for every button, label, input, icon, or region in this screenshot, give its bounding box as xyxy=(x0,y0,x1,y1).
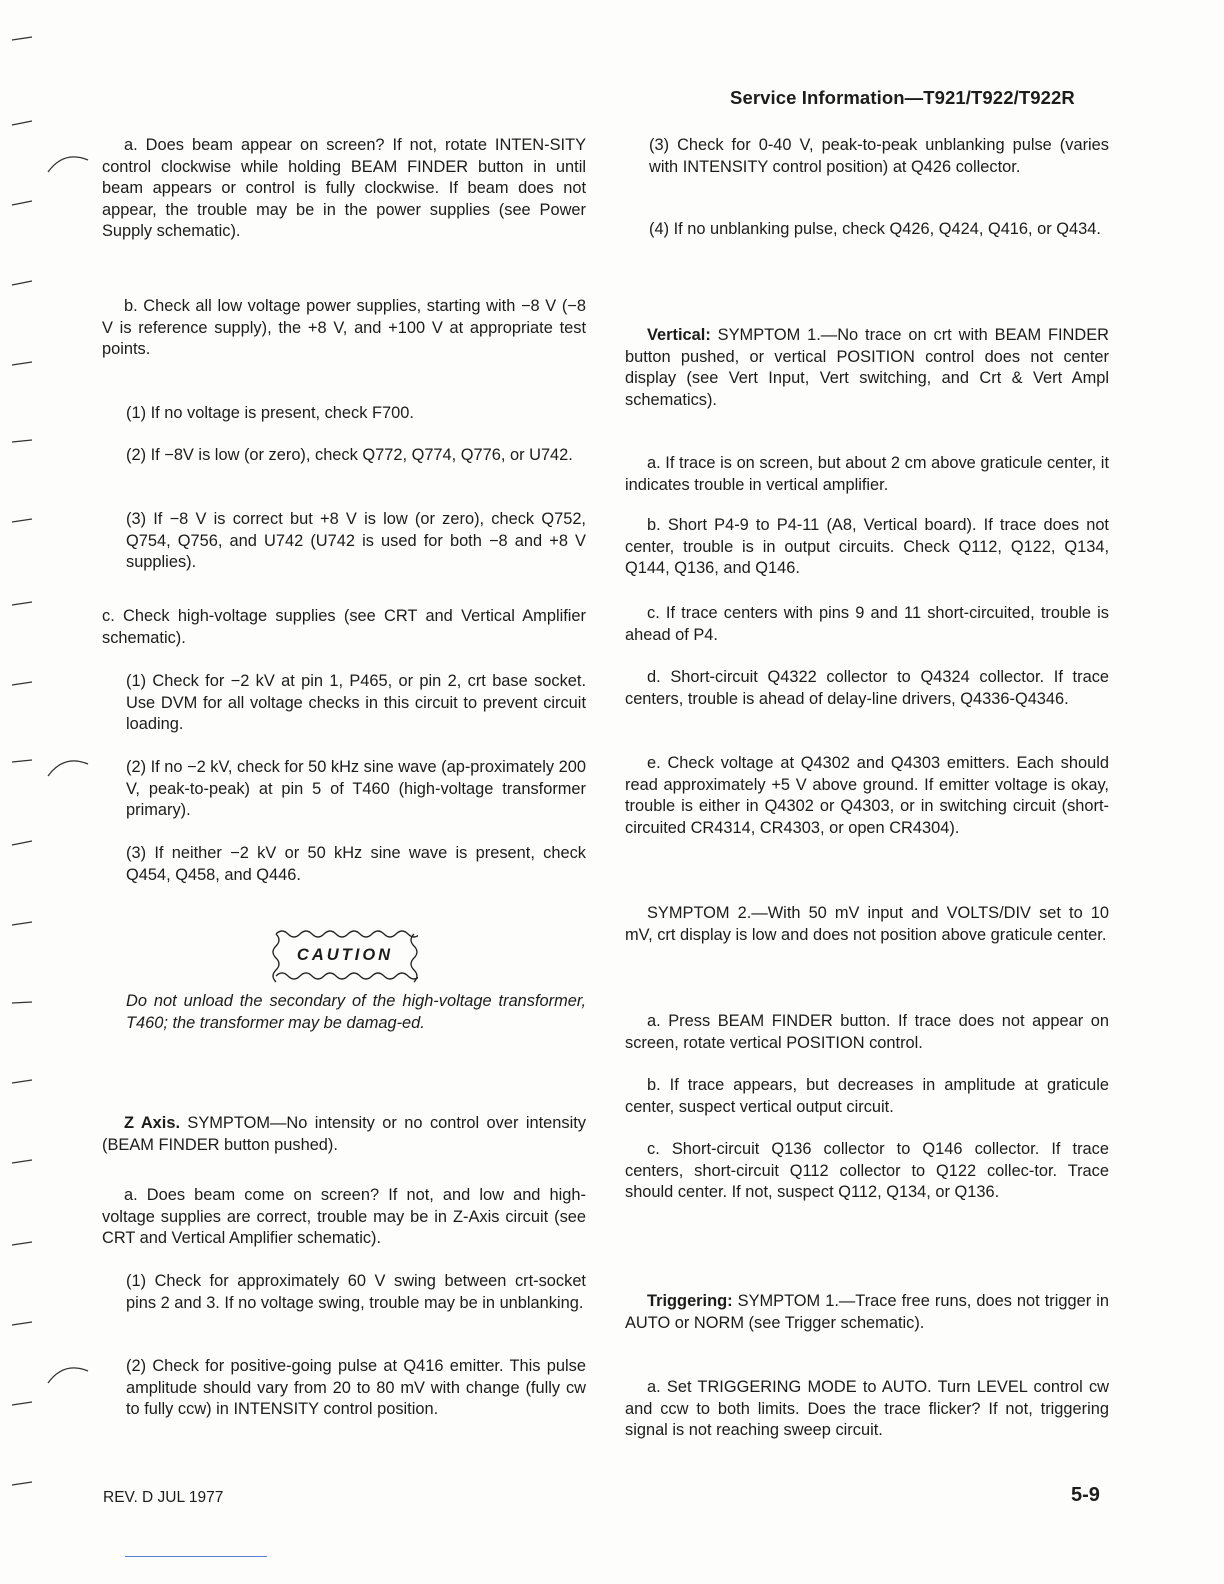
paragraph: d. Short-circuit Q4322 collector to Q4324 collector. If trace centers, trouble is ahead of delay-line drivers, Q4336-Q4346. xyxy=(625,668,1109,708)
paragraph: b. If trace appears, but decreases in amplitude at graticule center, suspect vertical output circuit. xyxy=(625,1076,1109,1116)
paragraph: (1) If no voltage is present, check F700. xyxy=(126,404,414,422)
section-heading: Z Axis. xyxy=(124,1114,180,1132)
paragraph: (2) If no −2 kV, check for 50 kHz sine wave (ap-proximately 200 V, peak-to-peak) at pin 5 of T460 (high-voltage transformer primary). xyxy=(126,758,586,820)
caution-label: CAUTION xyxy=(296,946,394,964)
paragraph: (3) Check for 0-40 V, peak-to-peak unblanking pulse (varies with INTENSITY control position) at Q426 collector. xyxy=(649,136,1109,176)
paragraph: a. Set TRIGGERING MODE to AUTO. Turn LEVEL control cw and ccw to both limits. Does the trace flicker? If not, triggering signal is not reaching sweep circuit. xyxy=(625,1378,1109,1440)
paragraph: a. If trace is on screen, but about 2 cm above graticule center, it indicates trouble in vertical amplifier. xyxy=(625,454,1109,494)
paragraph: c. Check high-voltage supplies (see CRT and Vertical Amplifier schematic). xyxy=(102,607,586,647)
paragraph: e. Check voltage at Q4302 and Q4303 emitters. Each should read approximately +5 V above ground. If emitter voltage is okay, trouble is either in Q4302 or Q4303, or in switching circuit (short-circuited CR4314, CR4303, or open CR4304). xyxy=(625,754,1109,837)
section-text: SYMPTOM 1.—Trace free runs, does not trigger in AUTO or NORM (see Trigger schematic). xyxy=(625,1292,1109,1332)
paragraph: (3) If neither −2 kV or 50 kHz sine wave is present, check Q454, Q458, and Q446. xyxy=(126,844,586,884)
section-heading: Vertical: xyxy=(647,326,711,344)
caution-text: Do not unload the secondary of the high-voltage transformer, T460; the transformer may be damag-ed. xyxy=(126,992,586,1032)
section-vertical xyxy=(625,325,1109,411)
section-text: SYMPTOM—No intensity or no control over intensity (BEAM FINDER button pushed). xyxy=(102,1114,586,1154)
scan-edge-marks xyxy=(0,0,110,1584)
page-number: 5-9 xyxy=(1071,1484,1100,1506)
paragraph: c. Short-circuit Q136 collector to Q146 collector. If trace centers, short-circuit Q112 collector to Q122 collec-tor. Trace should center. If not, suspect Q112, Q134, or Q136. xyxy=(625,1140,1109,1202)
paragraph: (2) If −8V is low (or zero), check Q772, Q774, Q776, or U742. xyxy=(126,446,573,464)
paragraph: a. Press BEAM FINDER button. If trace does not appear on screen, rotate vertical POSITION control. xyxy=(625,1012,1109,1052)
paragraph: (1) Check for approximately 60 V swing between crt-socket pins 2 and 3. If no voltage swing, trouble may be in unblanking. xyxy=(126,1272,586,1312)
section-z-axis xyxy=(102,1113,586,1156)
section-heading: Triggering: xyxy=(647,1292,733,1310)
page-header: Service Information—T921/T922/T922R xyxy=(730,87,1075,108)
caution-box xyxy=(272,926,418,984)
paragraph: b. Check all low voltage power supplies, starting with −8 V (−8 V is reference supply), the +8 V, and +100 V at appropriate test points. xyxy=(102,297,586,359)
paragraph: c. If trace centers with pins 9 and 11 short-circuited, trouble is ahead of P4. xyxy=(625,604,1109,644)
scan-rule-line xyxy=(125,1556,267,1557)
paragraph: a. Does beam come on screen? If not, and low and high-voltage supplies are correct, trouble may be in Z-Axis circuit (see CRT and Vertical Amplifier schematic). xyxy=(102,1186,586,1248)
paragraph: (4) If no unblanking pulse, check Q426, Q424, Q416, or Q434. xyxy=(649,220,1101,238)
section-text: SYMPTOM 1.—No trace on crt with BEAM FINDER button pushed, or vertical POSITION control does not center display (see Vert Input, Vert switching, and Crt & Vert Ampl schematics). xyxy=(625,326,1109,409)
section-triggering xyxy=(625,1291,1109,1334)
paragraph: (1) Check for −2 kV at pin 1, P465, or pin 2, crt base socket. Use DVM for all voltage checks in this circuit to prevent circuit loading. xyxy=(126,672,586,734)
revision-note: REV. D JUL 1977 xyxy=(103,1489,224,1506)
paragraph: SYMPTOM 2.—With 50 mV input and VOLTS/DIV set to 10 mV, crt display is low and does not position above graticule center. xyxy=(625,904,1109,944)
paragraph: a. Does beam appear on screen? If not, rotate INTEN-SITY control clockwise while holding BEAM FINDER button in until beam appears or control is fully clockwise. If beam does not appear, the trouble may be in the power supplies (see Power Supply schematic). xyxy=(102,136,586,241)
paragraph: (3) If −8 V is correct but +8 V is low (or zero), check Q752, Q754, Q756, and U742 (U742 is used for both −8 and +8 V supplies). xyxy=(126,510,586,572)
paragraph: b. Short P4-9 to P4-11 (A8, Vertical board). If trace does not center, trouble is in output circuits. Check Q112, Q122, Q134, Q144, Q136, and Q146. xyxy=(625,516,1109,578)
paragraph: (2) Check for positive-going pulse at Q416 emitter. This pulse amplitude should vary from 20 to 80 mV with change (fully cw to fully ccw) in INTENSITY control position. xyxy=(126,1357,586,1419)
